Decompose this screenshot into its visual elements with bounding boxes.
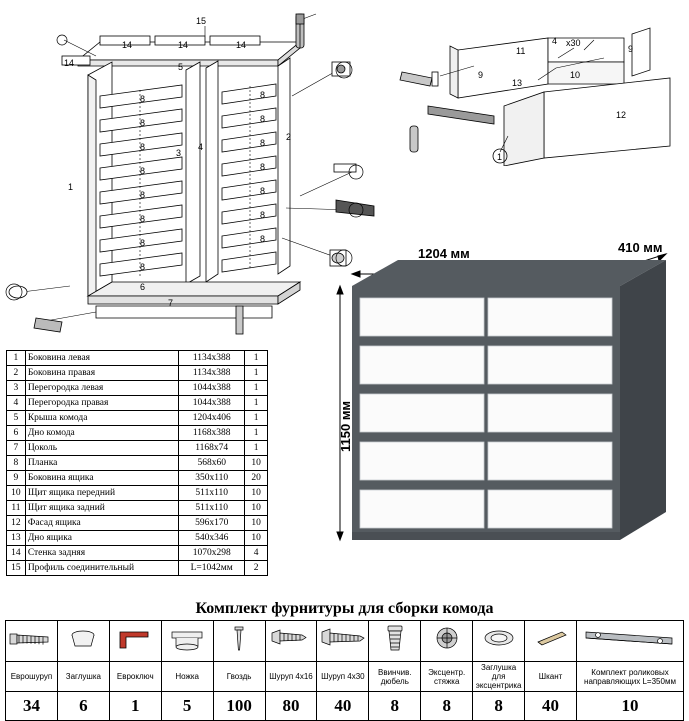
part-no: 2 [7, 366, 26, 381]
screw-4x30-icon [317, 621, 369, 662]
kit-item-count: 8 [421, 692, 473, 721]
part-no: 13 [7, 531, 26, 546]
part-size: 1168х388 [179, 426, 245, 441]
part-no: 4 [7, 396, 26, 411]
part-name: Фасад ящика [25, 516, 178, 531]
svg-text:8: 8 [260, 138, 266, 148]
part-name: Крыша комода [25, 411, 178, 426]
slide-rail-icon [577, 621, 684, 662]
part-size: 1134х388 [179, 351, 245, 366]
part-qty: 10 [245, 516, 268, 531]
svg-text:8: 8 [260, 186, 266, 196]
part-name: Перегородка правая [25, 396, 178, 411]
euro-screw-icon [6, 621, 58, 662]
part-no: 5 [7, 411, 26, 426]
kit-item-count: 34 [6, 692, 58, 721]
svg-text:3: 3 [176, 148, 182, 158]
svg-text:8: 8 [260, 90, 266, 100]
part-qty: 1 [245, 381, 268, 396]
svg-text:11: 11 [516, 46, 526, 56]
kit-item-count: 5 [161, 692, 213, 721]
svg-text:15: 15 [196, 16, 207, 26]
part-qty: 10 [245, 456, 268, 471]
kit-item-count: 80 [265, 692, 317, 721]
part-no: 9 [7, 471, 26, 486]
kit-item-name: Еврошуруп [6, 662, 58, 692]
svg-text:8: 8 [140, 94, 146, 104]
part-size: 596х170 [179, 516, 245, 531]
svg-text:8: 8 [140, 118, 146, 128]
svg-text:7: 7 [168, 298, 174, 308]
svg-text:8: 8 [140, 190, 146, 200]
part-size: 1070х298 [179, 546, 245, 561]
part-qty: 1 [245, 441, 268, 456]
part-name: Дно комода [25, 426, 178, 441]
kit-item-count: 6 [57, 692, 109, 721]
part-no: 14 [7, 546, 26, 561]
part-size: 1204х406 [179, 411, 245, 426]
svg-text:2: 2 [286, 132, 292, 142]
svg-text:8: 8 [140, 214, 146, 224]
exploded-assembly-diagram [0, 0, 385, 345]
part-qty: 20 [245, 471, 268, 486]
part-size: 1168х74 [179, 441, 245, 456]
kit-item-name: Заглушка [57, 662, 109, 692]
table-row [7, 396, 268, 411]
part-name: Боковина ящика [25, 471, 178, 486]
svg-text:х30: х30 [566, 38, 581, 48]
svg-text:1: 1 [68, 182, 74, 192]
part-no: 11 [7, 501, 26, 516]
table-row [7, 516, 268, 531]
parts-table [6, 350, 268, 576]
part-name: Щит ящика задний [25, 501, 178, 516]
svg-text:8: 8 [260, 114, 266, 124]
screw-4x16-icon [265, 621, 317, 662]
table-row [7, 381, 268, 396]
part-size: 1134х388 [179, 366, 245, 381]
part-name: Планка [25, 456, 178, 471]
part-no: 6 [7, 426, 26, 441]
part-qty: 1 [245, 426, 268, 441]
table-row [7, 366, 268, 381]
dresser-height-label: 1150 мм [338, 400, 353, 452]
dowel-pin-icon [525, 621, 577, 662]
part-qty: 10 [245, 531, 268, 546]
table-row [7, 531, 268, 546]
dresser-width-label: 1204 мм [418, 246, 470, 261]
svg-text:12: 12 [616, 110, 627, 120]
table-row [7, 426, 268, 441]
part-name: Боковина правая [25, 366, 178, 381]
svg-text:8: 8 [260, 162, 266, 172]
part-name: Профиль соединительный [25, 561, 178, 576]
svg-text:5: 5 [178, 62, 184, 72]
cap-icon [57, 621, 109, 662]
table-row [7, 546, 268, 561]
part-qty: 1 [245, 366, 268, 381]
part-size: 1044х388 [179, 381, 245, 396]
part-qty: 10 [245, 501, 268, 516]
part-qty: 2 [245, 561, 268, 576]
part-name: Щит ящика передний [25, 486, 178, 501]
part-qty: 4 [245, 546, 268, 561]
kit-item-count: 40 [317, 692, 369, 721]
kit-item-name: Гвоздь [213, 662, 265, 692]
svg-text:1: 1 [497, 152, 503, 162]
svg-text:14: 14 [236, 40, 247, 50]
svg-text:4: 4 [198, 142, 204, 152]
part-no: 1 [7, 351, 26, 366]
kit-item-name: Ножка [161, 662, 213, 692]
svg-text:13: 13 [512, 78, 523, 88]
svg-text:8: 8 [140, 142, 146, 152]
kit-item-count: 100 [213, 692, 265, 721]
kit-item-count: 1 [109, 692, 161, 721]
part-size: L=1042мм [179, 561, 245, 576]
svg-text:9: 9 [628, 44, 634, 54]
dresser-depth-label: 410 мм [618, 240, 663, 255]
part-no: 10 [7, 486, 26, 501]
fittings-kit-title: Комплект фурнитуры для сборки комода [195, 600, 494, 617]
svg-text:8: 8 [140, 166, 146, 176]
part-no: 7 [7, 441, 26, 456]
svg-text:8: 8 [260, 210, 266, 220]
table-row [7, 411, 268, 426]
table-row [7, 486, 268, 501]
part-no: 15 [7, 561, 26, 576]
part-size: 1044х388 [179, 396, 245, 411]
eccentric-cap-icon [473, 621, 525, 662]
part-name: Перегородка левая [25, 381, 178, 396]
kit-item-name: Шкант [525, 662, 577, 692]
table-row [7, 441, 268, 456]
part-qty: 1 [245, 396, 268, 411]
svg-text:4: 4 [552, 36, 558, 46]
part-name: Стенка задняя [25, 546, 178, 561]
part-size: 540х346 [179, 531, 245, 546]
table-row [7, 456, 268, 471]
svg-text:8: 8 [140, 262, 146, 272]
part-size: 568х60 [179, 456, 245, 471]
part-qty: 1 [245, 351, 268, 366]
drawer-assembly-detail [388, 6, 688, 166]
part-name: Дно ящика [25, 531, 178, 546]
kit-item-name: Шуруп 4х30 [317, 662, 369, 692]
svg-text:10: 10 [570, 70, 581, 80]
kit-item-count: 10 [577, 692, 684, 721]
svg-text:6: 6 [140, 282, 146, 292]
part-name: Боковина левая [25, 351, 178, 366]
fittings-kit-table [5, 620, 684, 721]
part-qty: 1 [245, 411, 268, 426]
kit-item-count: 40 [525, 692, 577, 721]
part-no: 8 [7, 456, 26, 471]
svg-text:14: 14 [64, 58, 75, 68]
part-qty: 10 [245, 486, 268, 501]
kit-item-name: Ввинчив. дюбель [369, 662, 421, 692]
kit-item-name: Евроключ [109, 662, 161, 692]
table-row [7, 561, 268, 576]
euro-key-icon [109, 621, 161, 662]
kit-item-name: Заглушка для эксцентрика [473, 662, 525, 692]
svg-text:9: 9 [478, 70, 484, 80]
svg-text:14: 14 [178, 40, 189, 50]
table-row [7, 471, 268, 486]
part-name: Цоколь [25, 441, 178, 456]
part-no: 3 [7, 381, 26, 396]
eccentric-tie-icon [421, 621, 473, 662]
kit-item-count: 8 [473, 692, 525, 721]
leg-icon [161, 621, 213, 662]
kit-item-count: 8 [369, 692, 421, 721]
dresser-render [330, 240, 680, 560]
svg-text:8: 8 [260, 234, 266, 244]
dowel-icon [369, 621, 421, 662]
kit-item-name: Эксцентр. стяжка [421, 662, 473, 692]
svg-text:8: 8 [140, 238, 146, 248]
svg-text:14: 14 [122, 40, 133, 50]
table-row [7, 351, 268, 366]
part-size: 350х110 [179, 471, 245, 486]
part-size: 511х110 [179, 486, 245, 501]
part-size: 511х110 [179, 501, 245, 516]
nail-icon [213, 621, 265, 662]
part-no: 12 [7, 516, 26, 531]
kit-item-name: Комплект роликовых направляющих L=350мм [577, 662, 684, 692]
table-row [7, 501, 268, 516]
kit-item-name: Шуруп 4х16 [265, 662, 317, 692]
